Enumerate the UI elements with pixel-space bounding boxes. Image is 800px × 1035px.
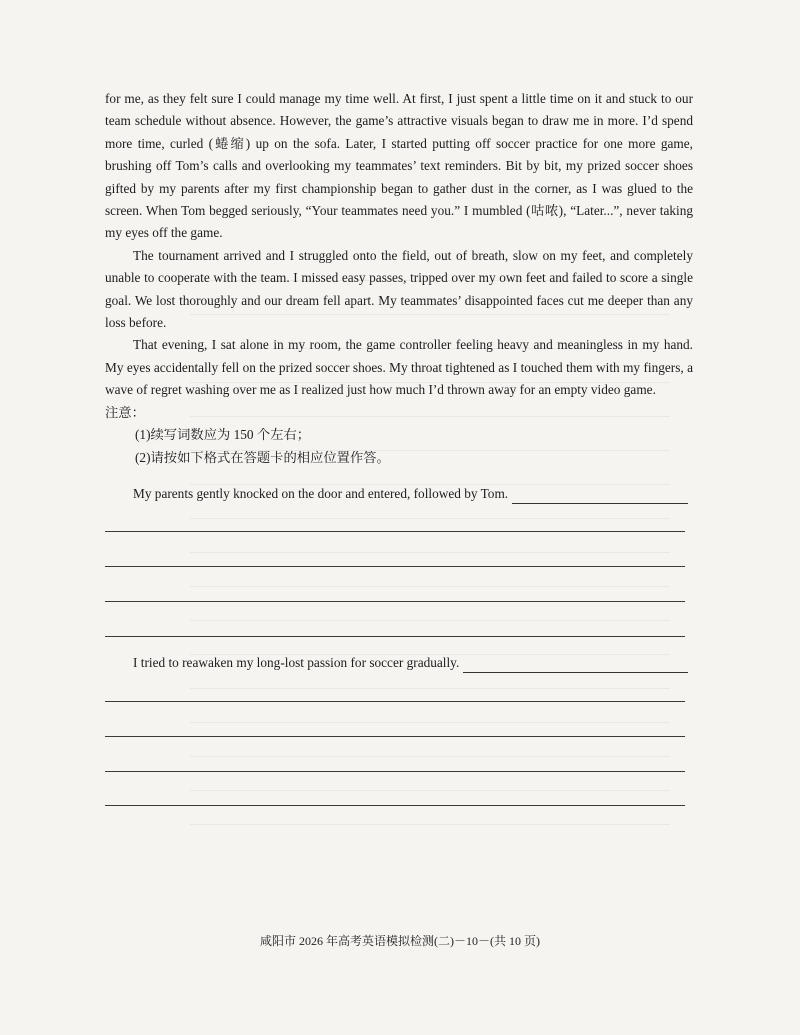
prompt-1-text: My parents gently knocked on the door and entered, followed by Tom. [133,486,509,501]
answer-line[interactable] [105,701,685,702]
passage-paragraph-3: That evening, I sat alone in my room, the game controller feeling heavy and meaningless in my hand. My eyes accidentally fell on the prized soccer shoes. My throat tightened as I touched them with my fingers, a wave of regret washing over me as I realized just how much I’d thrown away for an empty video game. [105,337,693,398]
answer-line[interactable] [105,805,685,806]
notes-title: 注意： [105,404,145,420]
prompt-2-text: I tried to reawaken my long-lost passion for soccer gradually. [133,655,460,670]
note-item-1: (1)续写词数应为 150 个左右； [135,427,311,443]
continuation-prompt-1 [133,484,688,504]
answer-line[interactable] [105,566,685,567]
answer-line[interactable] [105,636,685,637]
answer-line[interactable] [105,736,685,737]
passage-block [105,88,693,469]
answer-line[interactable] [463,658,688,673]
answer-line[interactable] [105,531,685,532]
answer-line[interactable] [512,489,688,504]
passage-paragraph-1: for me, as they felt sure I could manage my time well. At first, I just spent a little time on it and stuck to our team schedule without absence. However, the game’s attractive visuals began to draw me in more. I’d spend more time, curled (蜷缩) up on the sofa. Later, I started putting off soccer practice for one more game, brushing off Tom’s calls and overlooking my teammates’ text reminders. Bit by bit, my prized soccer shoes gifted by my parents after my first championship began to gather dust in the corner, as I was glued to the screen. When Tom begged seriously, “Your teammates need you.” I mumbled (咕哝), “Later...”, never taking my eyes off the game. [105,91,693,241]
answer-line[interactable] [105,601,685,602]
page-footer: 咸阳市 2026 年高考英语模拟检测(二)－10－(共 10 页) [260,934,540,948]
continuation-prompt-2 [133,653,688,673]
note-item-2: (2)请按如下格式在答题卡的相应位置作答。 [135,449,390,465]
passage-paragraph-2: The tournament arrived and I struggled onto the field, out of breath, slow on my feet, and completely unable to cooperate with the team. I missed easy passes, tripped over my own feet and failed to score a single goal. We lost thoroughly and our dream fell apart. My teammates’ disappointed faces cut me deeper than any loss before. [105,247,693,331]
answer-line[interactable] [105,771,685,772]
